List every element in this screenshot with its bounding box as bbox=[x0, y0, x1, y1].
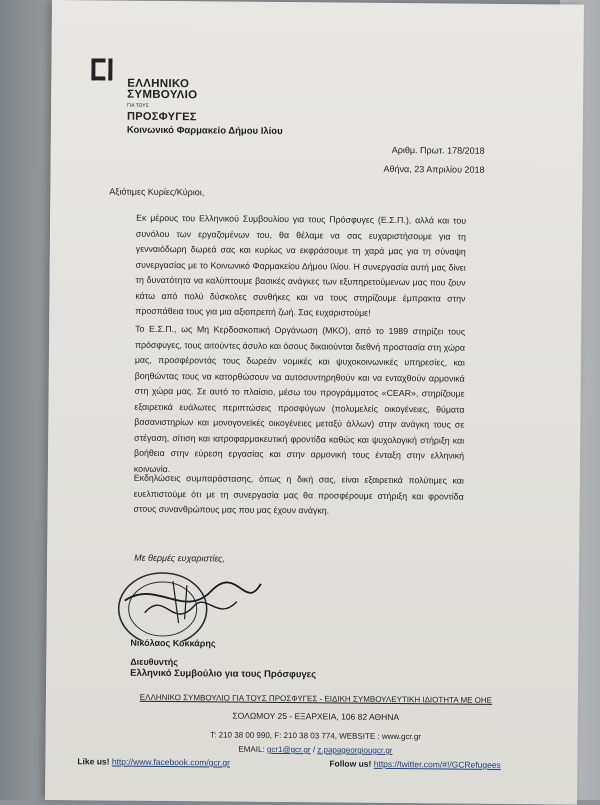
email-separator: / bbox=[310, 745, 318, 755]
paragraph-about-gcr: Το Ε.Σ.Π., ως Μη Κερδοσκοπική Οργάνωση (ΜΚΟ), από το 1989 στηρίζει τους πρόσφυγες, τους αιτούντες άσυλο και όσους δικαιούνται διεθνή προστασία στη χώρα μας, προσφέροντάς τους δωρεάν νομικές και ψυχοκοινωνικές υπηρεσίες, και βοηθώντας τους να κατορθώσουν να αυτοσυντηρηθούν και να ενταχθούν αρμονικά στη χώρα μας. Σε αυτό το πλαίσιο, μέσω του προγράμματος «CEAR», στηρίζουμε εξαιρετικά ευάλωτες περιπτώσεις προσφύγων (πολυμελείς οικογένειες, θύματα βασανιστηρίων και μονογονεϊκές οικογένειες μεταξύ άλλων) στην ανάγκη τους σε στέγαση, σίτιση και ιατροφαρμακευτική φροντίδα καθώς και ψυχολογική στήριξη και βοήθεια στην εύρεση εργασίας και στην αρμονική τους ένταξη στην ελληνική κοινωνία. bbox=[133, 323, 466, 474]
paragraph-thanks: Εκ μέρους του Ελληνικού Συμβουλίου για τους Πρόσφυγες (Ε.Σ.Π.), αλλά και του συνόλου των εργαζομένων του, θα θέλαμε να σας ευχαριστήσουμε για τη γενναιόδωρη δωρεά σας και κυρίως να εκφράσουμε τη χαρά μας για τη σύναψη συνεργασίας με το Κοινωνικό Φαρμακείου Δήμου Ιλίου. Η συνεργασία αυτή μας δίνει τη δυνατότητα να καλύπτουμε βασικές ανάγκες των εξυπηρετούμενων μας που ζουν κάτω από πολύ δύσκολες συνθήκες και να τους στηρίζουμε έμπρακτα στην προσπάθεια τους για μια αξιοπρεπή ζωή. Σας ευχαριστούμε! bbox=[135, 212, 467, 318]
email-label: EMAIL: bbox=[238, 744, 265, 754]
reference-block bbox=[383, 141, 484, 180]
footer-email bbox=[115, 744, 515, 756]
twitter-block bbox=[329, 758, 501, 769]
facebook-block bbox=[77, 756, 230, 767]
signer-title: Διευθυντής bbox=[130, 656, 179, 668]
paragraph-closing: Εκδηλώσεις συμπαράστασης, όπως η δική σας, είναι εξαιρετικά πολύτιμες και ευελπιστούμε ότι με τη συνεργασία μας θα προσφέρουμε στήριξη και φροντίδα στους συνανθρώπους μας που μας έχουν ανάγκη. bbox=[133, 472, 464, 516]
footer-contact: T: 210 38 00 990, F: 210 38 03 774, WEBSITE : www.gcr.gr bbox=[210, 730, 422, 742]
logo-line-3 bbox=[127, 101, 197, 124]
closing-line: Με θερμές ευχαριστίες, bbox=[134, 552, 225, 564]
logo-line-3-small: ΓΙΑ ΤΟΥΣ bbox=[127, 102, 149, 109]
signature-stamp-icon bbox=[114, 561, 265, 642]
follow-us-label: Follow us! bbox=[329, 758, 372, 769]
signer-organization: Ελληνικό Συμβούλιο για τους Πρόσφυγες bbox=[130, 667, 317, 681]
email-link-2[interactable]: z.papageorgiougcr.gr bbox=[317, 745, 393, 755]
footer-org-line: ΕΛΛΗΝΙΚΟ ΣΥΜΒΟΥΛΙΟ ΓΙΑ ΤΟΥΣ ΠΡΟΣΦΥΓΕΣ - ΕΙΔΙΚΗ ΣΥΜΒΟΥΛΕΥΤΙΚΗ ΙΔΙΟΤΗΤΑ ΜΕ ΟΗΕ bbox=[139, 692, 493, 705]
like-us-label: Like us! bbox=[77, 756, 110, 767]
facebook-link[interactable]: http://www.facebook.com/gcr.gr bbox=[111, 756, 231, 768]
salutation: Αξιότιμες Κυρίες/Κύριοι, bbox=[109, 186, 205, 198]
logo-wordmark bbox=[127, 79, 198, 124]
logo-line-1: ΕΛΛΗΝΙΚΟ bbox=[127, 77, 190, 91]
letter-date: Αθήνα, 23 Απριλίου 2018 bbox=[383, 163, 485, 175]
protocol-number: Αριθμ. Πρωτ. 178/2018 bbox=[391, 144, 485, 156]
email-link-1[interactable]: gcr1@gcr.gr bbox=[266, 744, 311, 755]
footer-social bbox=[77, 756, 547, 770]
logo-line-2: ΣΥΜΒΟΥΛΙΟ bbox=[127, 88, 198, 102]
letter-page bbox=[45, 0, 584, 805]
logo-mark-icon bbox=[91, 58, 113, 80]
signer-name: Νικόλαος Κοκκάρης bbox=[130, 637, 216, 649]
twitter-link[interactable]: https://twitter.com/#!/GCRefugees bbox=[373, 758, 501, 770]
recipient-heading: Κοινωνικό Φαρμακείο Δήμου Ιλίου bbox=[126, 124, 283, 138]
footer-address: ΣΟΛΩΜΟΥ 25 - ΕΞΑΡΧΕΙΑ, 106 82 ΑΘΗΝΑ bbox=[232, 710, 400, 723]
logo-line-3-main: ΠΡΟΣΦΥΓΕΣ bbox=[126, 111, 197, 124]
